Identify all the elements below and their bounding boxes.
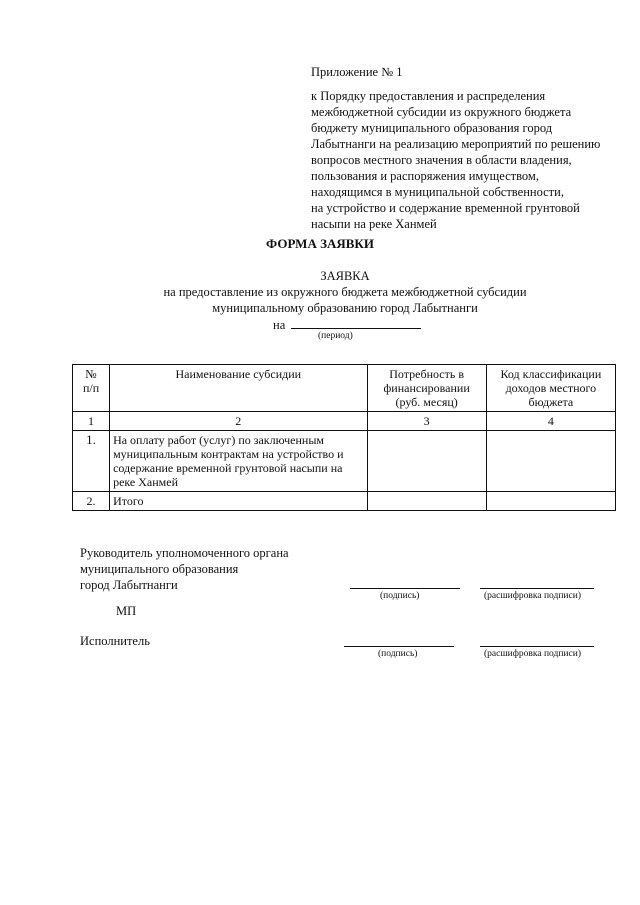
period-prefix: на	[273, 318, 286, 332]
row-classification-code[interactable]	[486, 492, 615, 511]
appendix-line: бюджету муниципального образования город	[311, 121, 553, 135]
head-signature-line[interactable]	[350, 588, 460, 589]
application-line-1: на предоставление из окружного бюджета межбюджетной субсидии	[163, 285, 527, 299]
row-number: 1.	[73, 431, 110, 492]
period-caption: (период)	[318, 331, 353, 341]
row-financing-need[interactable]	[367, 431, 486, 492]
form-title: ФОРМА ЗАЯВКИ	[266, 236, 374, 251]
appendix-line: насыпи на реке Ханмей	[311, 217, 437, 231]
application-title: ЗАЯВКА	[320, 269, 370, 283]
subsidy-table	[72, 364, 616, 511]
appendix-line: пользования и распоряжения имуществом,	[311, 169, 539, 183]
row-classification-code[interactable]	[486, 431, 615, 492]
head-signature-caption: (подпись)	[380, 591, 420, 601]
application-line-2: муниципальному образованию город Лабытнанги	[212, 301, 478, 315]
executor-decode-caption: (расшифровка подписи)	[484, 649, 581, 659]
table-header-row	[73, 365, 616, 412]
executor-decode-line[interactable]	[480, 646, 594, 647]
appendix-line: на устройство и содержание временной грунтовой	[311, 201, 580, 215]
executor-label: Исполнитель	[80, 634, 150, 648]
row-subsidy-name: Итого	[110, 492, 367, 511]
head-line: город Лабытнанги	[80, 578, 178, 592]
head-decode-caption: (расшифровка подписи)	[484, 591, 581, 601]
row-financing-need[interactable]	[367, 492, 486, 511]
executor-signature-line[interactable]	[344, 646, 454, 647]
head-decode-line[interactable]	[480, 588, 594, 589]
table-row	[73, 492, 616, 511]
header-financing-need: Потребность в финансировании (руб. месяц)	[367, 365, 486, 412]
header-classification-code: Код классификации доходов местного бюджета	[486, 365, 615, 412]
executor-signature-caption: (подпись)	[378, 649, 418, 659]
head-of-authority-label	[80, 545, 289, 593]
row-number: 2.	[73, 492, 110, 511]
appendix-line: Лабытнанги на реализацию мероприятий по решению	[311, 137, 601, 151]
header-subsidy-name: Наименование субсидии	[110, 365, 367, 412]
appendix-line: находящимся в муниципальной собственности,	[311, 185, 564, 199]
stamp-place-label: МП	[116, 604, 137, 618]
head-line: муниципального образования	[80, 562, 239, 576]
column-number-row	[73, 412, 616, 431]
column-number: 2	[110, 412, 367, 431]
header-number: № п/п	[73, 365, 110, 412]
period-blank-line[interactable]	[291, 316, 421, 329]
table-row	[73, 431, 616, 492]
appendix-description	[311, 88, 611, 232]
appendix-title: Приложение № 1	[311, 65, 403, 79]
row-subsidy-name: На оплату работ (услуг) по заключенным муниципальным контрактам на устройство и содержание временной грунтовой насыпи на реке Ханмей	[110, 431, 367, 492]
column-number: 3	[367, 412, 486, 431]
appendix-line: вопросов местного значения в области владения,	[311, 153, 572, 167]
appendix-line: к Порядку предоставления и распределения	[311, 89, 546, 103]
column-number: 4	[486, 412, 615, 431]
head-line: Руководитель уполномоченного органа	[80, 546, 289, 560]
appendix-line: межбюджетной субсидии из окружного бюджета	[311, 105, 572, 119]
column-number: 1	[73, 412, 110, 431]
